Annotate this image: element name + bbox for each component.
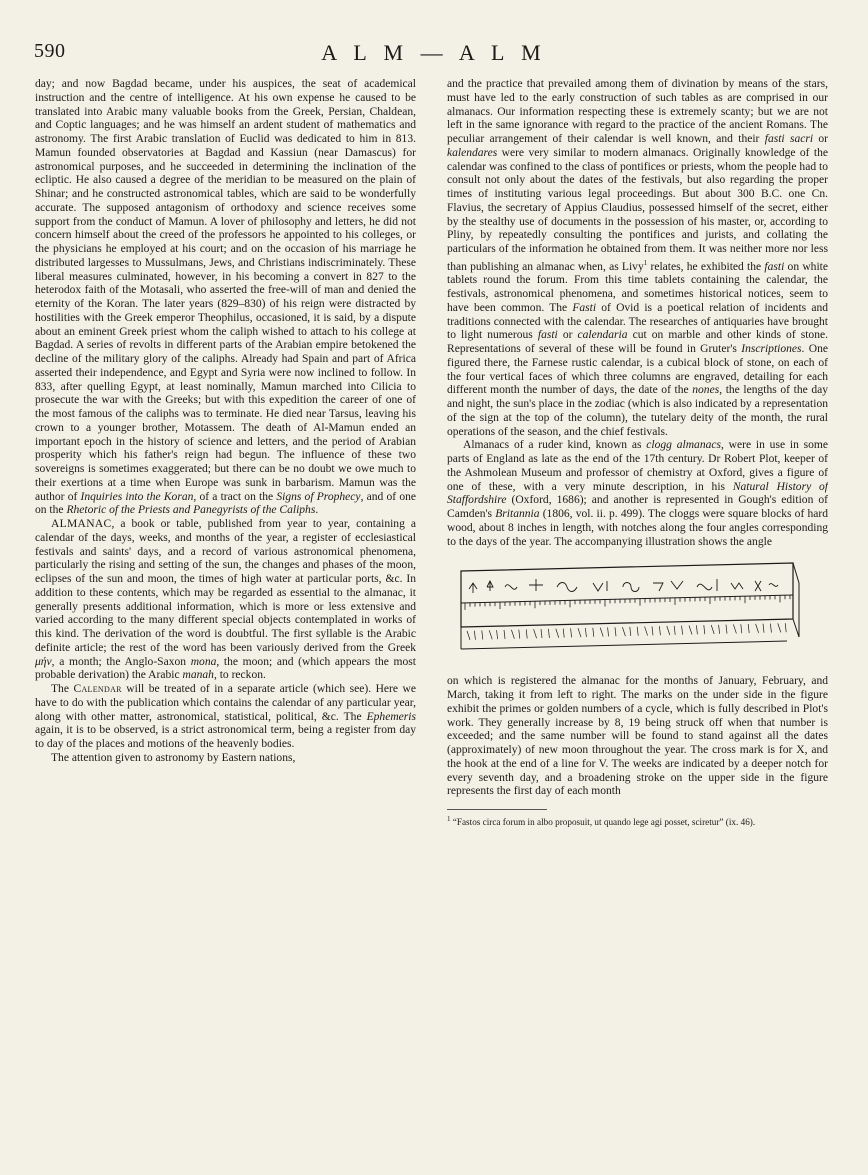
paragraph-mamun: day; and now Bagdad became, under his auspices, the seat of academical instruction and the centre of intelligence. At his own expense he caused to be translated into Arabic many valuable books from the Greek, Persian, Chaldean, and Coptic languages; and he was himself an ardent student of mathematics and astronomy. The first Arabic translation of Euclid was dedicated to him in 813. Mamun founded observatories at Bagdad and Kassiun (near Damascus) for astronomical purposes, and he succeeded in determining the inclination of the ecliptic. He also caused a degree of the meridian to be measured on the plain of Shinar; and he constructed astronomical tables, which are said to be wonderfully accurate. The supposed antagonism of orthodoxy and science receives some support from the conduct of Mamun. A lover of philosophy and letters, he did not concern himself about the creed of the professors he appointed to his colleges, or the physicians he employed at his court; and on the occasion of his marriage he distributed largesses to Mussulmans, Jews, and Christians indiscriminately. These liberal measures culminated, however, in his becoming a convert in 827 to the heterodox faith of the Motasali, who asserted the free-will of man and denied the eternity of the Koran. The later years (829–830) of his reign were distracted by hostilities with the Greek emperor Theophilus, occasioned, it is said, by a dispute about an eminent Greek priest whom the caliph wished to attach to his college at Bagdad. A series of revolts in different parts of the Arabian empire betokened the decline of the military glory of the caliphs. Already had Spain and part of Africa asserted their independence, and Egypt and Syria were now inclined to follow. In 833, after quelling Egypt, at least nominally, Mamun marched into Cilicia to prosecute the war with the Greeks; but with this expedition the career of one of the most famous of the caliphs was to terminate. He died near Tarsus, leaving his crown to a younger brother, Motassem. The death of Al-Mamun ended an important epoch in the history of science and letters, and the period of Arabian prosperity which his father's reign had begun. The influence of these two sovereigns is sometimes exaggerated; but there can be no doubt we owe much to their exertions at a time when Europe was sunk in barbarism. Mamun was the author of Inquiries into the Koran, of a tract on the Signs of Prophecy, and of one on the Rhetoric of the Priests and Panegyrists of the Caliphs.: [35, 78, 416, 517]
running-title: A L M — A L M: [321, 40, 547, 65]
footnote: $^1$ “Fastos circa forum in albo proposuit, ut quando lege agi posset, sciretur” (ix. 46).: [447, 815, 756, 828]
paragraph-roman-calendar: and the practice that prevailed among them of divination by means of the stars, must have led to the early construction of such tables as are comprised in our almanacs. Our information respecting these is extremely scanty; but we are not left in the same ignorance with regard to the practice of the ancient Romans. The peculiar arrangement of their calendar is well known, and their fasti sacri or kalendares were very similar to modern almanacs. Originally knowledge of the calendar was confined to the class of pontifices or priests, whom the people had to consult not only about the dates of the festivals, but also regarding the proper times of instituting various legal proceedings. But about 300 B.C. one Cn. Flavius, the secretary of Appius Claudius, possessed himself of the secret, either by the stealthy use of documents in the possession of his master, or, according to Pliny, by repeatedly consulting the pontifices and jurists, and collating the particulars of the information he obtained from them. It was neither more nor less than publishing an almanac when, as Livy$^1$ relates, he exhibited the fasti on white tablets round the forum. From this time tablets containing the calendar, the festivals, astronomical phenomena, and sometimes historical notices, seem to have been common. The Fasti of Ovid is a poetical relation of incidents and traditions connected with the calendar. The researches of antiquaries have brought to light numerous fasti or calendaria cut on marble and other kinds of stone. Representations of several of these will be found in Gruter's Inscriptiones. One figured there, the Farnese rustic calendar, is a cubical block of stone, on each of the four vertical faces of which three columns are engraved, detailing for each different month the number of days, the date of the nones, the lengths of the day and night, the sun's place in the zodiac (which is also indicated by a representation of the sign at the top of the column), the tutelary deity of the month, the rural operations of the season, and the chief festivals.: [447, 78, 828, 438]
paragraph-calendar: The Calendar will be treated of in a separate article (which see). Here we have to do with the publication which contains the calendar of any particular year, along with other matter, astronomical, statistical, political, &c. The Ephemeris again, it is to be observed, is a strict astronomical term, being a register from day to day of the places and motions of the heavenly bodies.: [35, 683, 416, 750]
paragraph-clogg-description: on which is registered the almanac for the months of January, February, and March, taking it from left to right. The marks on the under side in the figure exhibit the primes or golden numbers of a cycle, which is fully described in Plot's work. They generally increase by 8, 19 being struck off when that number is exceeded; and the same number will be found to stand against all the dates (approximately) of new moon throughout the year. The cross mark is for X, and the hook at the end of a line for V. The weeks are indicated by a deeper notch for every seventh day, and a broadening stroke on the upper side in the figure represents the first day of each month: [447, 675, 828, 798]
paragraph-eastern-nations: The attention given to astronomy by Eastern nations,: [51, 751, 296, 764]
left-column: [35, 78, 416, 1148]
paragraph-clogg-almanacs: Almanacs of a ruder kind, known as clogg almanacs, were in use in some parts of England as late as the end of the 17th century. Dr Robert Plot, keeper of the Ashmolean Museum and professor of chemistry at Oxford, gives a figure of one of these, with a very minute description, in his Natural History of Staffordshire (Oxford, 1686); and another is represented in Gough's edition of Camden's Britannia (1806, vol. ii. p. 499). The cloggs were square blocks of hard wood, about 8 inches in length, with notches along the four angles corresponding to the days of the year. The accompanying illustration shows the angle: [447, 439, 828, 548]
page-number: 590: [34, 40, 66, 62]
entry-heading: ALMANAC: [51, 518, 112, 530]
footnote-rule: [447, 809, 547, 810]
clogg-stick-drawing: [447, 557, 828, 665]
right-column: [447, 78, 828, 1148]
paragraph-almanac-entry: ALMANAC, a book or table, published from year to year, containing a calendar of the days, weeks, and months of the year, a register of ecclesiastical festivals and saints' days, and a record of various astronomical phenomena, particularly the rising and setting of the sun, the changes and phases of the moon, eclipses of the sun and moon, the times of high water at particular ports, &c. In addition to these contents, which may be regarded as essential to the almanac, it generally presents additional information, which is more or less extensive and varied according to the many different special objects contemplated in works of this kind. The derivation of the word is doubtful. The first syllable is the Arabic definite article; the rest of the word has been variously derived from the Greek μήν, a month; the Anglo-Saxon mona, the moon; and (which appears the most probable derivation) the Arabic manah, to reckon.: [35, 518, 416, 682]
clogg-almanac-illustration: [447, 557, 828, 665]
footnote-reference: 1: [643, 258, 648, 267]
